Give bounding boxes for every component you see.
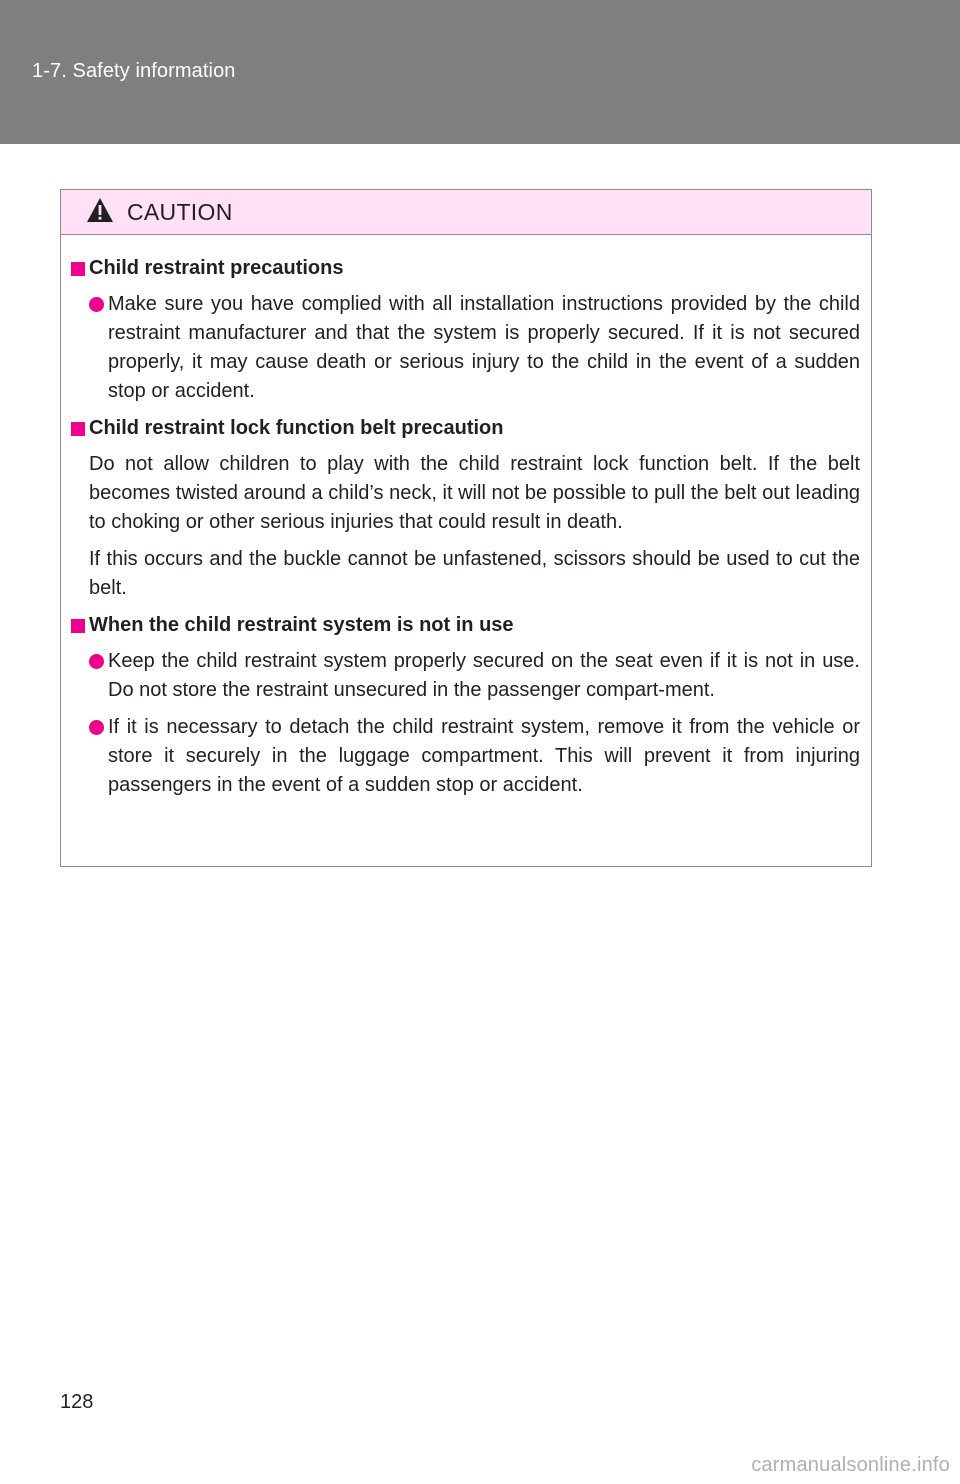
bullet-text: Keep the child restraint system properly secured on the seat even if it is not in use. Do not store the restraint unsecured in the passenger compart-ment. <box>108 650 860 701</box>
paragraph: If this occurs and the buckle cannot be unfastened, scissors should be used to cut the belt. <box>89 548 860 599</box>
section-heading-text: Child restraint lock function belt precaution <box>89 417 504 439</box>
square-bullet-icon <box>71 619 85 633</box>
circle-bullet-icon <box>89 654 104 669</box>
square-bullet-icon <box>71 262 85 276</box>
circle-bullet-icon <box>89 720 104 735</box>
bullet-item <box>71 713 860 800</box>
caution-label: CAUTION <box>127 199 233 225</box>
bullet-text: Make sure you have complied with all installation instructions provided by the child restraint manufacturer and that the system is properly secured. If it is not secured properly, it may cause death or serious injury to the child in the event of a sudden stop or accident. <box>108 293 860 402</box>
bullet-text: If it is necessary to detach the child restraint system, remove it from the vehicle or store it securely in the luggage compartment. This will prevent it from injuring passengers in the event of a sudden stop or accident. <box>108 716 860 796</box>
square-bullet-icon <box>71 422 85 436</box>
caution-body <box>61 235 871 800</box>
section-heading <box>71 611 860 640</box>
bullet-item <box>71 290 860 406</box>
circle-bullet-icon <box>89 297 104 312</box>
section-title: 1-7. Safety information <box>32 60 236 82</box>
bullet-item <box>71 647 860 705</box>
page-number: 128 <box>60 1391 94 1413</box>
section-heading <box>71 254 860 283</box>
page-header <box>0 0 960 144</box>
caution-box <box>60 189 872 867</box>
paragraph: Do not allow children to play with the child restraint lock function belt. If the belt becomes twisted around a child’s neck, it will not be possible to pull the belt out leading to choking or other serious injuries that could result in death. <box>89 453 860 533</box>
watermark: carmanualsonline.info <box>751 1454 950 1476</box>
section-heading-text: When the child restraint system is not in use <box>89 614 514 636</box>
section-heading-text: Child restraint precautions <box>89 257 344 279</box>
section-heading <box>71 414 860 443</box>
warning-triangle-icon <box>86 197 114 223</box>
caution-header <box>61 190 871 235</box>
